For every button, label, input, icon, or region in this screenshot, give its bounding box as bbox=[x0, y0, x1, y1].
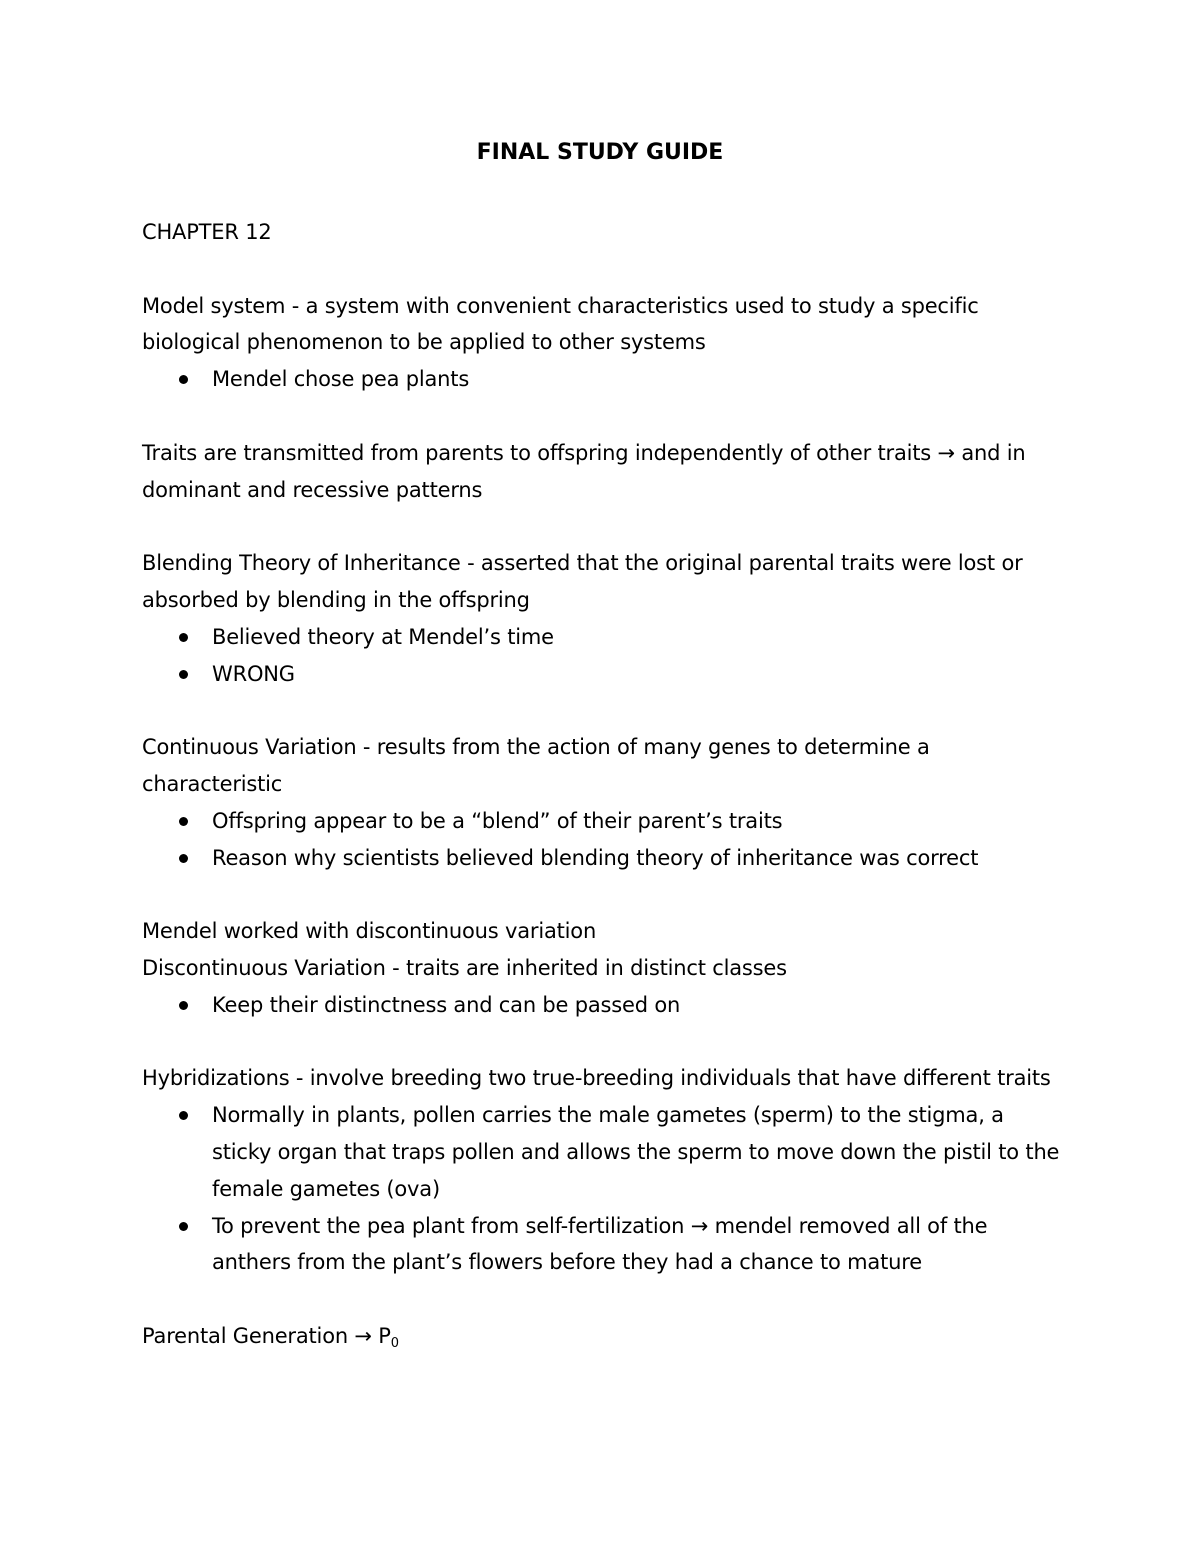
model-system-bullets bbox=[142, 361, 1062, 398]
spacer bbox=[142, 251, 1062, 288]
list-item: Believed theory at Mendel’s time bbox=[142, 619, 1062, 656]
hybridizations-bullets bbox=[142, 1097, 1062, 1281]
spacer bbox=[142, 876, 1062, 913]
hybridizations-definition: Hybridizations - involve breeding two true-breeding individuals that have different traits bbox=[142, 1066, 1051, 1091]
bullet-icon bbox=[179, 670, 188, 679]
spacer bbox=[142, 508, 1062, 545]
bullet-icon bbox=[179, 1222, 188, 1231]
document-title: FINAL STUDY GUIDE bbox=[476, 140, 724, 165]
list-item: Reason why scientists believed blending theory of inheritance was correct bbox=[142, 840, 1062, 877]
list-item: Normally in plants, pollen carries the male gametes (sperm) to the stigma, a sticky organ that traps pollen and allows the sperm to move down the pistil to the female gametes (ova) bbox=[142, 1097, 1062, 1207]
bullet-icon bbox=[179, 1001, 188, 1010]
traits-paragraph: Traits are transmitted from parents to offspring independently of other traits → and in dominant and recessive patterns bbox=[142, 440, 1026, 502]
discontinuous-intro: Mendel worked with discontinuous variation bbox=[142, 919, 597, 944]
title-wrap bbox=[0, 140, 1200, 202]
document-body bbox=[142, 214, 1062, 1363]
spacer bbox=[142, 1024, 1062, 1061]
list-item: Offspring appear to be a “blend” of their parent’s traits bbox=[142, 803, 1062, 840]
discontinuous-variation-bullets bbox=[142, 987, 1062, 1024]
continuous-variation-definition: Continuous Variation - results from the action of many genes to determine a characteristic bbox=[142, 735, 930, 796]
continuous-variation-bullets bbox=[142, 803, 1062, 877]
bullet-icon bbox=[179, 854, 188, 863]
list-item: WRONG bbox=[142, 656, 1062, 693]
spacer bbox=[142, 398, 1062, 435]
blending-theory-bullets bbox=[142, 619, 1062, 693]
parental-generation: Parental Generation → $P_0$ bbox=[142, 1323, 399, 1351]
bullet-icon bbox=[179, 633, 188, 642]
parental-subscript: 0 bbox=[390, 1335, 399, 1351]
spacer bbox=[142, 692, 1062, 729]
model-system-definition: Model system - a system with convenient characteristics used to study a specific biological phenomenon to be applied to other systems bbox=[142, 293, 979, 355]
list-item: Mendel chose pea plants bbox=[142, 361, 1062, 398]
blending-theory-definition: Blending Theory of Inheritance - asserted that the original parental traits were lost or absorbed by blending in the offspring bbox=[142, 551, 1023, 612]
bullet-icon bbox=[179, 817, 188, 826]
chapter-heading: CHAPTER 12 bbox=[142, 220, 272, 244]
spacer bbox=[142, 1281, 1062, 1318]
bullet-icon bbox=[179, 1111, 188, 1120]
list-item: To prevent the pea plant from self-fertilization → mendel removed all of the anthers from the plant’s flowers before they had a chance to mature bbox=[142, 1208, 1062, 1282]
bullet-icon bbox=[179, 375, 188, 384]
discontinuous-variation-definition: Discontinuous Variation - traits are inherited in distinct classes bbox=[142, 955, 787, 980]
list-item: Keep their distinctness and can be passed on bbox=[142, 987, 1062, 1024]
